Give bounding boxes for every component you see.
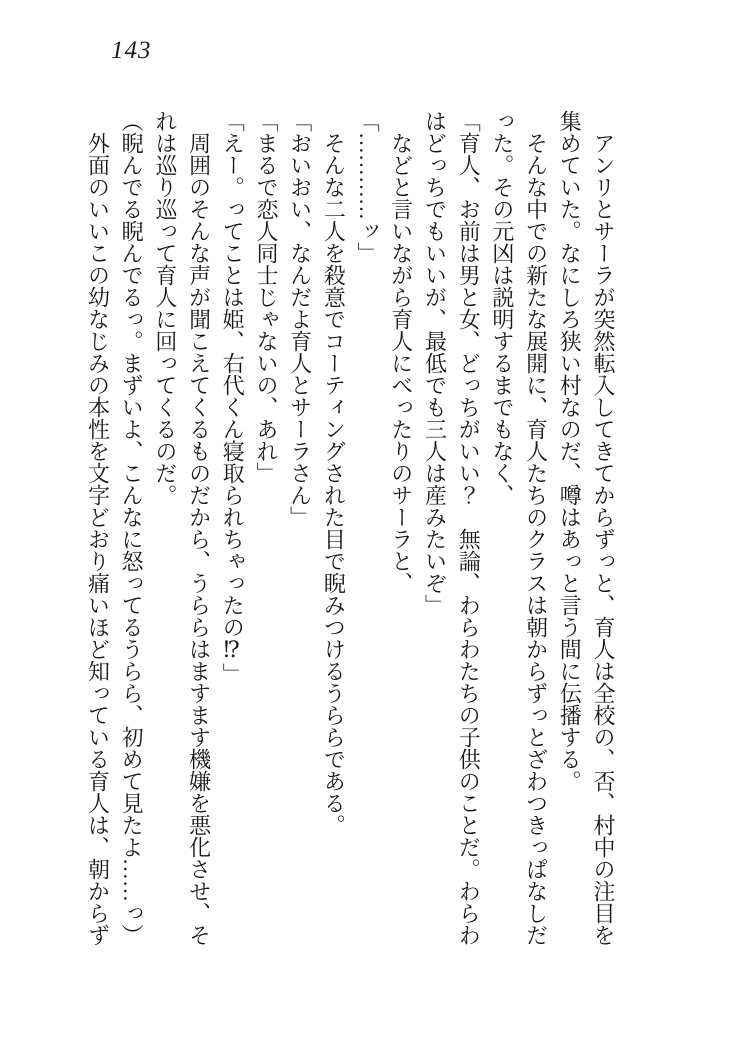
text-column: などと言いながら育人にべったりのサーラと、 (388, 110, 414, 594)
text-column: 外面のいいこの幼なじみの本性を文字どおり痛いほど知っている育人は、朝からず (85, 110, 111, 946)
text-column: 周囲のそんな声が聞こえてくるものだから、うららはますます機嫌を悪化させ、そ (186, 110, 212, 946)
text-column: 集めていた。なにしろ狭い村なのだ、噂はあっと言う間に伝播する。 (557, 110, 583, 792)
text-column: 「…………ッ」 (355, 110, 381, 264)
text-column: 「育人、お前は男と女、どっちがいい？ 無論、わらわたちの子供のことだ。わらわ (456, 110, 482, 946)
text-column: そんな二人を殺意でコーティングされた目で睨みつけるうららである。 (321, 110, 347, 836)
text-column: 「まるで恋人同士じゃないの、あれ」 (253, 110, 279, 484)
text-column: 「えー。ってことは姫、右代くん寝取られちゃったの⁉」 (220, 110, 246, 685)
text-column: 「おいおい、なんだよ育人とサーラさん」 (287, 110, 313, 528)
text-column: （睨んでる睨んでるっ。まずいよ、こんなに怒ってるうらら、初めて見たよ……っ） (119, 110, 145, 946)
page-text-block (81, 110, 620, 948)
text-column: アンリとサーラが突然転入してきてからずっと、育人は全校の、否、村中の注目を (591, 110, 616, 946)
text-column: そんな中での新たな展開に、育人たちのクラスは朝からずっとざわつきっぱなしだ (523, 110, 549, 946)
page-number: 143 (111, 37, 152, 64)
text-column: った。その元凶は説明するまでもなく、 (489, 110, 515, 506)
text-column: れは巡り巡って育人に回ってくるのだ。 (152, 110, 178, 506)
text-column: はどっちでもいいが、最低でも三人は産みたいぞ」 (422, 110, 448, 616)
